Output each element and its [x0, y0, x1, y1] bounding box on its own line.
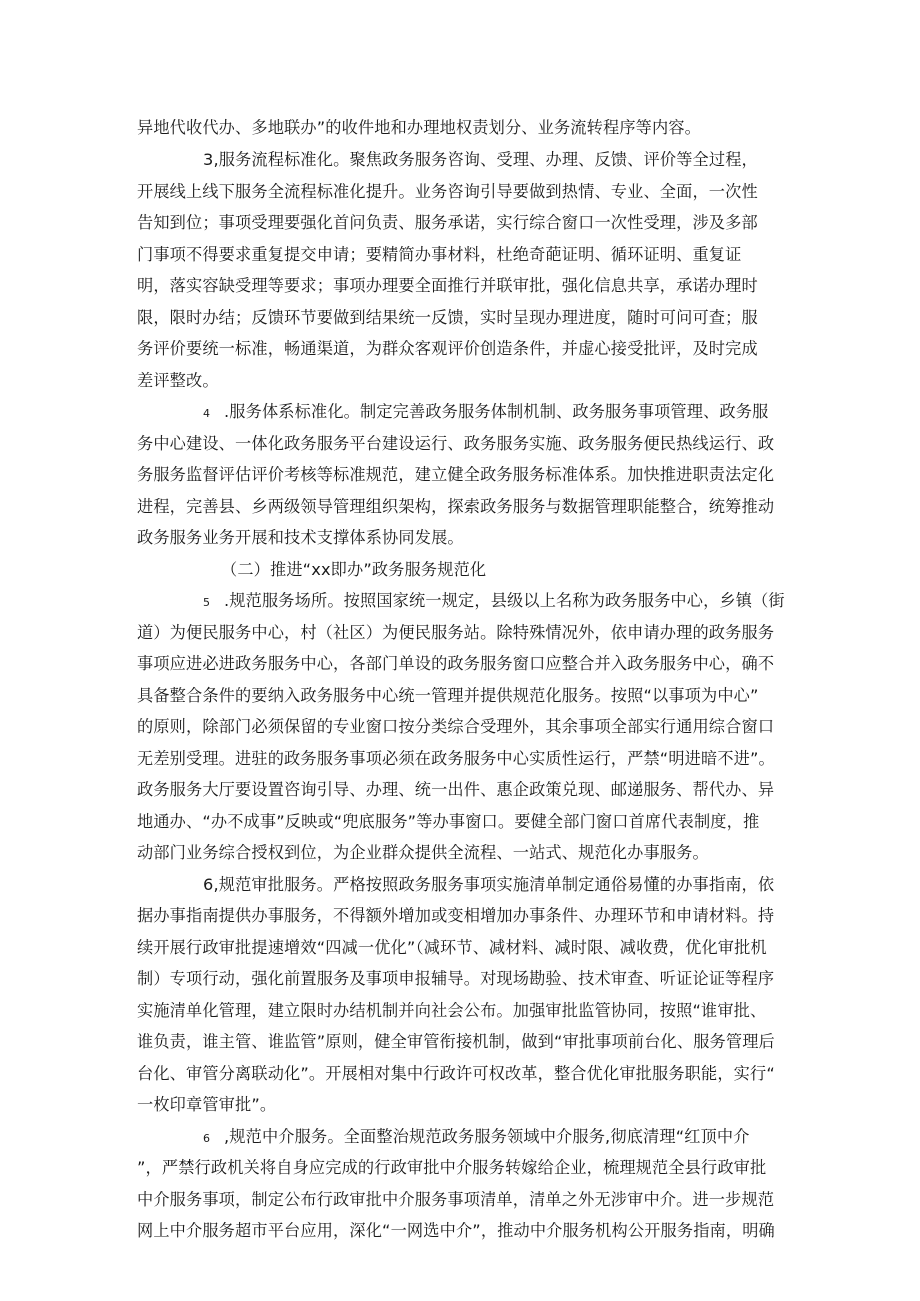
- text-line: 网上中介服务超市平台应用，深化“一网选中介”，推动中介服务机构公开服务指南，明确: [137, 1221, 775, 1240]
- text-line: 的原则，除部门必须保留的专业窗口按分类综合受理外，其余事项全部实行通用综合窗口: [137, 717, 775, 736]
- text-line: 3,服务流程标准化。聚焦政务服务咨询、受理、办理、反馈、评价等全过程，: [203, 150, 758, 169]
- text-line: 据办事指南提供办事服务，不得额外增加或变相增加办事条件、办理环节和申请材料。持: [137, 906, 775, 925]
- item-number: 6: [203, 1132, 210, 1145]
- text-line: 台化、审管分离联动化”。开展相对集中行政许可权改革，整合优化审批服务职能，实行“: [137, 1064, 775, 1083]
- text-line: .服务体系标准化。制定完善政务服务体制机制、政务服务事项管理、政务服: [224, 402, 769, 421]
- text-line: 道）为便民服务中心，村（社区）为便民服务站。除特殊情况外，依申请办理的政务服务: [137, 623, 775, 642]
- text-line: 异地代收代办、多地联办”的收件地和办理地权责划分、业务流转程序等内容。: [137, 118, 702, 137]
- text-line: 地通办、“办不成事”反映或“兜底服务”等办事窗口。要健全部门窗口首席代表制度，推: [137, 812, 760, 831]
- text-line: 一枚印章管审批”。: [137, 1095, 277, 1114]
- numbered-line: [203, 402, 768, 424]
- text-line: 具备整合条件的要纳入政务服务中心统一管理并提供规范化服务。按照“以事项为中心”: [137, 686, 759, 705]
- text-line: 事项应进必进政务服务中心，各部门单设的政务服务窗口应整合并入政务服务中心，确不: [137, 654, 775, 673]
- text-line: 告知到位；事项受理要强化首问负责、服务承诺，实行综合窗口一次性受理，涉及多部: [137, 213, 758, 232]
- text-line: 制）专项行动，强化前置服务及事项申报辅导。对现场勘验、技术审查、听证论证等程序: [137, 969, 775, 988]
- text-line: 动部门业务综合授权到位，为企业群众提供全流程、一站式、规范化办事服务。: [137, 843, 709, 862]
- text-line: 续开展行政审批提速增效“四减一优化”（减环节、减材料、减时限、减收费，优化审批机: [137, 938, 767, 957]
- text-line: 开展线上线下服务全流程标准化提升。业务咨询引导要做到热情、专业、全面，一次性: [137, 182, 758, 201]
- text-line: 谁负责，谁主管、谁监管”原则，健全审管衔接机制，做到“审批事项前台化、服务管理后: [137, 1032, 775, 1051]
- text-line: 6,规范审批服务。严格按照政务服务事项实施清单制定通俗易懂的办事指南，依: [203, 875, 775, 894]
- section-heading: （二）推进“xx即办”政务服务规范化: [221, 560, 487, 579]
- text-line: ”，严禁行政机关将自身应完成的行政审批中介服务转嫁给企业，梳理规范全县行政审批: [137, 1158, 767, 1177]
- text-line: 务服务监督评估评价考核等标准规范，建立健全政务服务标准体系。加快推进职责法定化: [137, 465, 775, 484]
- text-line: 务中心建设、一体化政务服务平台建设运行、政务服务实施、政务服务便民热线运行、政: [137, 434, 775, 453]
- text-line: ,规范中介服务。全面整治规范政务服务领域中介服务,彻底清理“红顶中介: [224, 1127, 750, 1146]
- text-line: 进程，完善县、乡两级领导管理组织架构，探索政务服务与数据管理职能整合，统筹推动: [137, 497, 775, 516]
- text-line: .规范服务场所。按照国家统一规定，县级以上名称为政务服务中心，乡镇（街: [224, 591, 785, 610]
- text-line: 差评整改。: [137, 371, 219, 390]
- text-line: 实施清单化管理，建立限时办结机制并向社会公布。加强审批监管协同，按照“谁审批、: [137, 1001, 767, 1020]
- text-line: 中介服务事项，制定公布行政审批中介服务事项清单，清单之外无涉审中介。进一步规范: [137, 1190, 775, 1209]
- text-line: 明，落实容缺受理等要求；事项办理要全面推行并联审批，强化信息共享，承诺办理时: [137, 276, 758, 295]
- text-line: 政务服务大厅要设置咨询引导、办理、统一出件、惠企政策兑现、邮递服务、帮代办、异: [137, 780, 775, 799]
- numbered-line: [203, 1127, 750, 1149]
- item-number: 5: [203, 596, 210, 609]
- text-line: 限，限时办结；反馈环节要做到结果统一反馈，实时呈现办理进度，随时可问可查；服: [137, 308, 758, 327]
- numbered-line: [203, 591, 785, 613]
- text-line: 政务服务业务开展和技术支撑体系协同发展。: [137, 528, 464, 547]
- item-number: 4: [203, 407, 210, 420]
- text-line: 门事项不得要求重复提交申请；要精简办事材料，杜绝奇葩证明、循环证明、重复证: [137, 245, 742, 264]
- text-line: 务评价要统一标准，畅通渠道，为群众客观评价创造条件，并虚心接受批评，及时完成: [137, 339, 758, 358]
- text-line: 无差别受理。进驻的政务服务事项必须在政务服务中心实质性运行，严禁“明进暗不进”。: [137, 749, 775, 768]
